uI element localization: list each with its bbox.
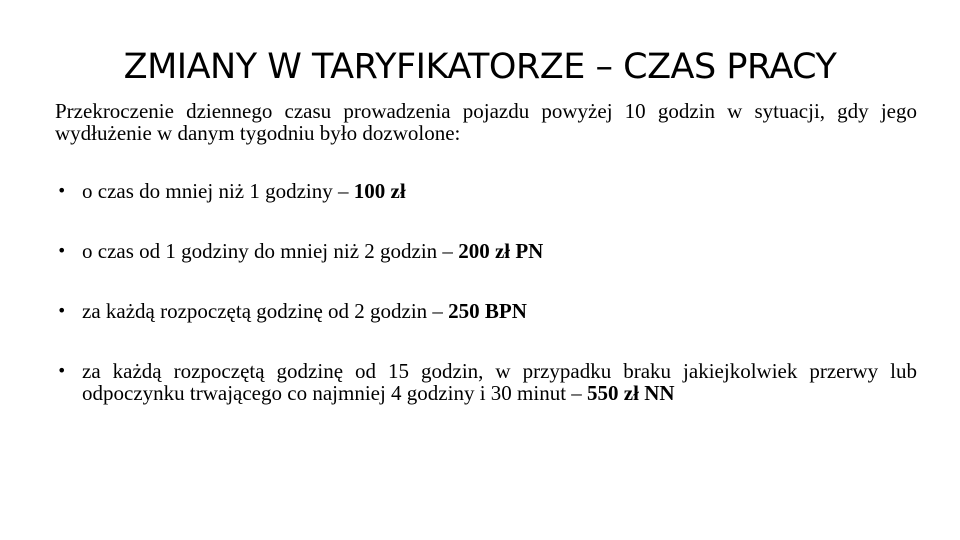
bullet-icon: •: [57, 241, 67, 260]
list-item-text: o czas od 1 godziny do mniej niż 2 godzin –: [82, 239, 459, 263]
list-item-text: o czas do mniej niż 1 godziny –: [82, 179, 354, 203]
intro-paragraph: Przekroczenie dziennego czasu prowadzenia pojazdu powyżej 10 godzin w sytuacji, gdy jego wydłużenie w danym tygodniu było dozwolone:: [55, 99, 917, 145]
fine-amount: 100 zł: [353, 179, 406, 203]
slide-title: ZMIANY W TARYFIKATORZE – CZAS PRACY: [123, 47, 837, 87]
fine-amount: 250 BPN: [448, 299, 527, 323]
list-item-text: za każdą rozpoczętą godzinę od 2 godzin –: [82, 299, 449, 323]
bullet-icon: •: [57, 181, 67, 200]
list-item: [55, 360, 917, 404]
list-item: [55, 240, 917, 262]
bullet-icon: •: [57, 361, 67, 380]
fine-amount: 550 zł NN: [587, 381, 675, 405]
list-item: [55, 300, 917, 322]
list-item: [55, 180, 917, 202]
fine-amount: 200 zł PN: [458, 239, 544, 263]
bullet-icon: •: [57, 301, 67, 320]
list-item-text: za każdą rozpoczętą godzinę od 15 godzin, w przypadku braku jakiejkolwiek przerwy lub odpoczynku trwającego co najmniej 4 godziny i 30 minut –: [82, 359, 917, 405]
fine-list: [55, 180, 917, 404]
slide-content: [55, 100, 917, 404]
